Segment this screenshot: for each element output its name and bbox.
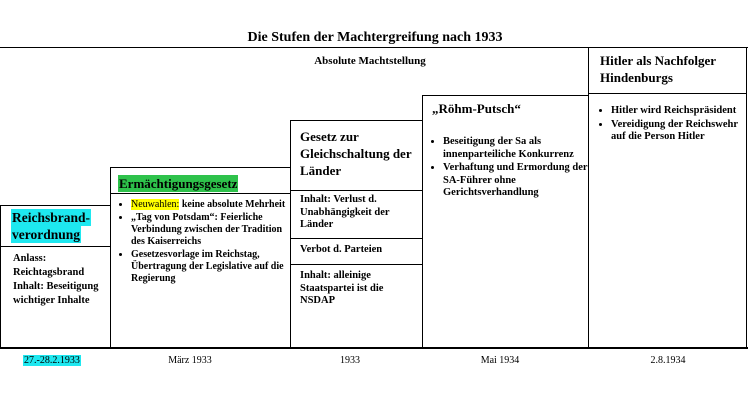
divider-4 (110, 167, 111, 347)
ermaecht-item: • „Tag von Potsdam“: Feierliche Verbindung zwischen der Tradition des Kaiserreichs (131, 212, 293, 248)
gleich-sep-2 (290, 238, 422, 239)
gleich-cell-2: Verbot d. Parteien (300, 244, 383, 255)
gleich-cell-1: Inhalt: Verlust d. Unabhängigkeit der Länder (300, 194, 390, 230)
hindenburg-item: • Vereidigung der Reichswehr auf die Person Hitler (611, 119, 750, 144)
gleich-sep-3 (290, 264, 422, 265)
gleich-sep-1 (290, 190, 422, 191)
reichsbrand-heading-line1: Reichsbrand- (12, 210, 91, 225)
ermaecht-item: • Gesetzesvorlage im Reichstag, Übertragung der Legislative auf die Regierung (131, 249, 293, 285)
roehm-item: • Beseitigung der Sa als innenparteiliche Konkurrenz (443, 136, 593, 161)
step-line-5 (0, 205, 110, 206)
ermaecht-heading: Ermächtigungsgesetz (119, 176, 238, 191)
ermaecht-item (131, 199, 293, 211)
right-border (746, 47, 747, 347)
date-hindenburg: 2.8.1934 (650, 355, 686, 366)
reichsbrand-heading-line2: verordnung (12, 227, 81, 242)
divider-2 (422, 95, 423, 347)
roehm-item: • Verhaftung und Ermordung der SA-Führer ohne Gerichtsverhandlung (443, 162, 593, 200)
date-gleich: 1933 (340, 355, 360, 366)
ermaecht-item1-rest: keine absolute Mehrheit (179, 199, 286, 210)
divider-5 (0, 205, 1, 347)
diagram-title: Die Stufen der Machtergreifung nach 1933 (247, 30, 503, 45)
roehm-heading: „Röhm-Putsch“ (432, 101, 521, 116)
date-ermaecht: März 1933 (168, 355, 212, 366)
step-line-1 (588, 93, 746, 94)
step-line-2 (422, 95, 588, 96)
hindenburg-item: • Hitler wird Reichspräsident (611, 105, 750, 118)
ermaecht-sep (110, 193, 290, 194)
top-label: Absolute Machtstellung (314, 55, 426, 67)
reichsbrand-sep (0, 246, 110, 247)
bottom-border (0, 347, 748, 349)
gleich-cell-3: Inhalt: alleinige Staatspartei ist die NSDAP (300, 270, 384, 306)
ermaecht-list (118, 199, 293, 286)
hindenburg-list (598, 105, 750, 145)
step-line-4 (110, 167, 290, 168)
reichsbrand-body: Anlass: Reichtagsbrand Inhalt: Beseitigung wichtiger Inhalte (13, 253, 99, 306)
step-line-3 (290, 120, 422, 121)
top-border (0, 47, 748, 48)
roehm-list (430, 136, 593, 201)
hindenburg-heading: Hitler als Nachfolger Hindenburgs (600, 53, 716, 85)
date-reichsbrand: 27.-28.2.1933 (24, 355, 80, 366)
ermaecht-item1-highlight: Neuwahlen: (131, 199, 180, 210)
gleich-heading: Gesetz zur Gleichschaltung der Länder (300, 129, 412, 178)
date-roehm: Mai 1934 (480, 355, 520, 366)
